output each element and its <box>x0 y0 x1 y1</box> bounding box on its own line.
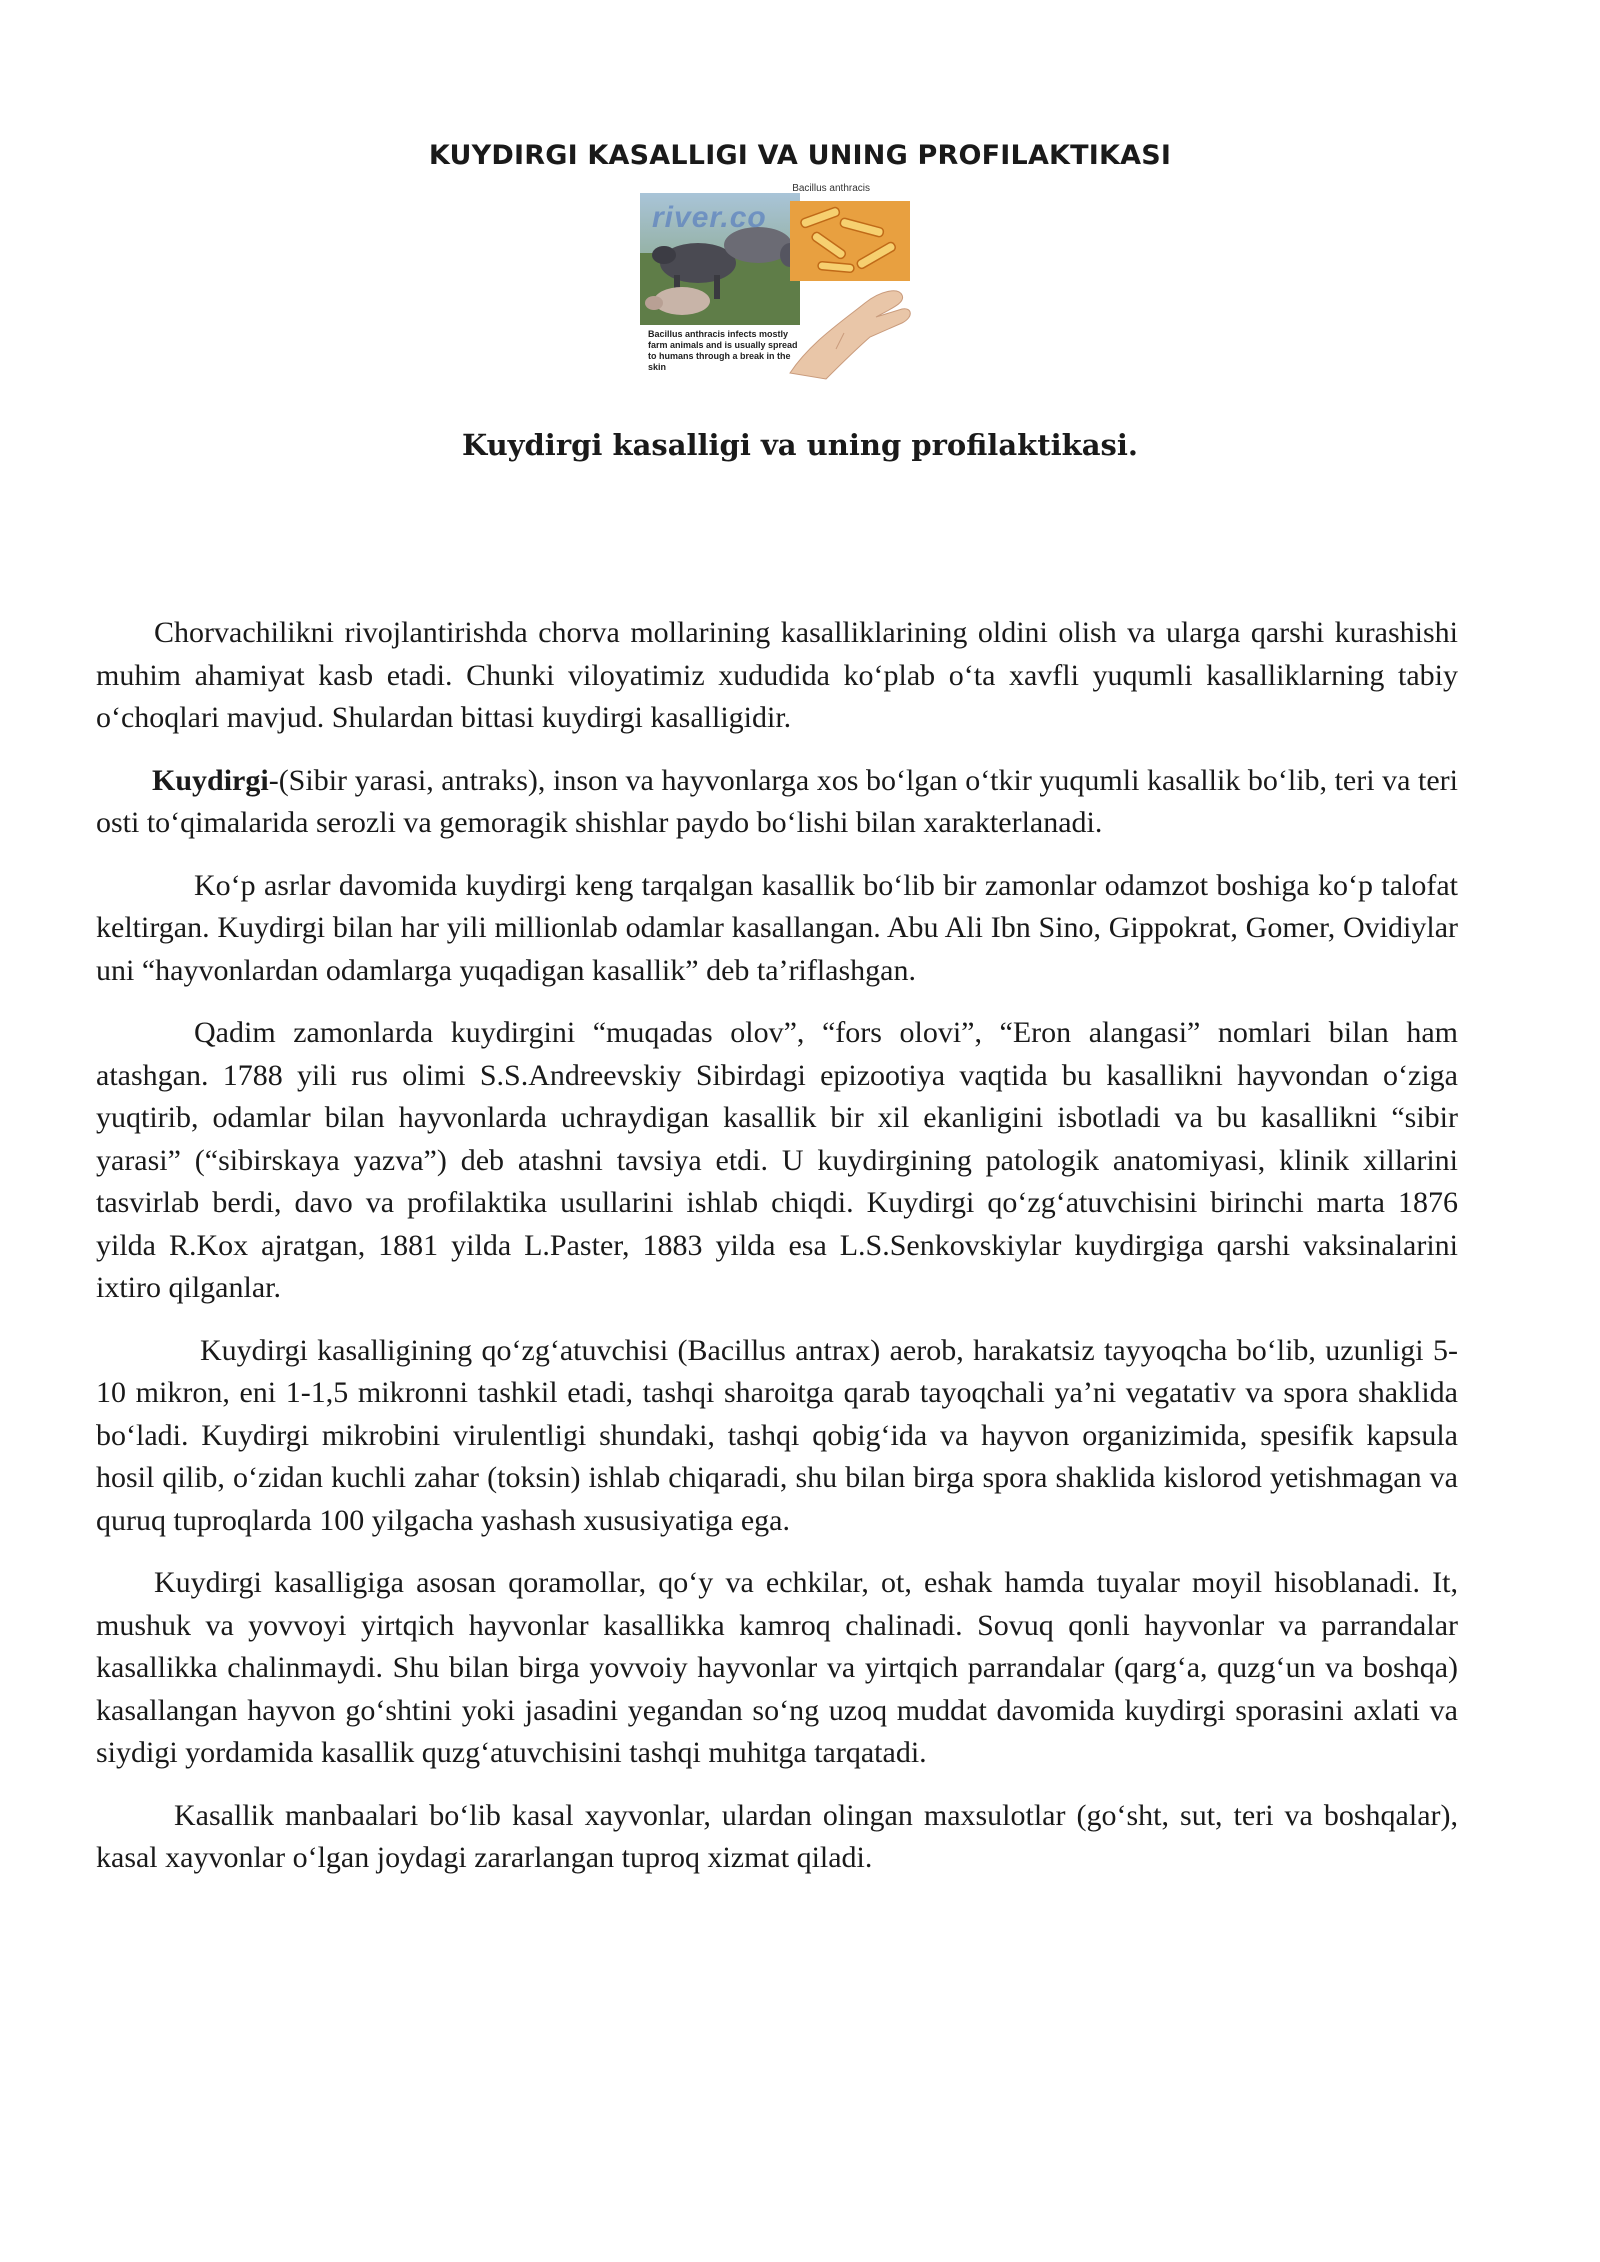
paragraph-1 <box>96 612 1458 740</box>
paragraph-3 <box>96 865 1458 993</box>
paragraph-5 <box>96 1330 1458 1543</box>
paragraph-6 <box>96 1562 1458 1775</box>
paragraph-text: Kasallik manbaalari bo‘lib kasal xayvonlar, ulardan olingan maxsulotlar (go‘sht, sut, teri va boshqalar), kasal xayvonlar o‘lgan joydagi zararlangan tuproq xizmat qiladi. <box>96 1798 1458 1874</box>
document-body <box>96 612 1458 1900</box>
paragraph-text: -(Sibir yarasi, antraks), inson va hayvonlarga xos bo‘lgan o‘tkir yuqumli kasallik bo‘lib, teri va teri osti to‘qimalarida serozli va gemoragik shishlar paydo bo‘lishi bilan xarakterlanadi. <box>96 763 1458 839</box>
document-title: KUYDIRGI KASALLIGI VA UNING PROFILAKTIKASI <box>428 140 1172 171</box>
paragraph-2 <box>96 760 1458 845</box>
paragraph-text: Kuydirgi kasalligining qo‘zg‘atuvchisi (Bacillus antrax) aerob, harakatsiz tayyoqcha bo‘lib, uzunligi 5-10 mikron, eni 1-1,5 mikronni tashkil etadi, tashqi sharoitga qarab tayoqchali ya’ni vegatativ va spora shaklida bo‘ladi. Kuydirgi mikrobini virulentligi shundaki, tashqi qobig‘ida va hayvon organizimida, spesifik kapsula hosil qilib, o‘zidan kuchli zahar (toksin) ishlab chiqaradi, shu bilan birga spora shaklida kislorod yetishmagan va quruq tuproqlarda 100 yilgacha yashash xususiyatiga ega. <box>96 1333 1458 1537</box>
figure-label-top: Bacillus anthracis <box>792 183 870 194</box>
paragraph-4 <box>96 1012 1458 1310</box>
paragraph-term: Kuydirgi <box>152 763 269 797</box>
paragraph-text: Qadim zamonlarda kuydirgini “muqadas olov”, “fors olovi”, “Eron alangasi” nomlari bilan ham atashgan. 1788 yili rus olimi S.S.Andreevskiy Sibirdagi epizootiya vaqtida bu kasallikni hayvondan o‘ziga yuqtirib, odamlar bilan hayvonlarda uchraydigan kasallik bir xil ekanligini isbotladi va bu kasallikni “sibir yarasi” (“sibirskaya yazva”) deb atashni tavsiya etdi. U kuydirgining patologik anatomiyasi, klinik xillarini tasvirlab berdi, davo va profilaktika usullarini ishlab chiqdi. Kuydirgi qo‘zg‘atuvchisini birinchi marta 1876 yilda R.Kox ajratgan, 1881 yilda L.Paster, 1883 yilda esa L.S.Senkovskiylar kuydirgiga qarshi vaksinalarini ixtiro qilganlar. <box>96 1016 1458 1304</box>
anthrax-illustration <box>640 183 914 383</box>
document-subtitle: Kuydirgi kasalligi va uning profilaktikasi. <box>462 428 1138 462</box>
paragraph-text: Chorvachilikni rivojlantirishda chorva mollarining kasalliklarining oldini olish va ularga qarshi kurashishi muhim ahamiyat kasb etadi. Chunki viloyatimiz xududida ko‘plab o‘ta xavfli yuqumli kasalliklarning tabiy o‘choqlari mavjud. Shulardan bittasi kuydirgi kasalligidir. <box>96 616 1458 734</box>
figure-label-bottom: Bacillus anthracis infects mostly farm animals and is usually spread to humans through a break in the skin <box>648 329 798 372</box>
paragraph-text: Kuydirgi kasalligiga asosan qoramollar, qo‘y va echkilar, ot, eshak hamda tuyalar moyil hisoblanadi. It, mushuk va yovvoyi yirtqich hayvonlar kasallikka kamroq chalinadi. Sovuq qonli hayvonlar va parrandalar kasallikka chalinmaydi. Shu bilan birga yovvoiy hayvonlar va yirtqich parrandalar (qarg‘a, quzg‘un va boshqa) kasallangan hayvon go‘shtini yoki jasadini yegandan so‘ng uzoq muddat davomida kuydirgi sporasini axlati va siydigi yordamida kasallik quzg‘atuvchisini tashqi muhitga tarqatadi. <box>96 1566 1458 1769</box>
figure-watermark: river.co <box>652 201 767 234</box>
paragraph-7 <box>96 1795 1458 1880</box>
paragraph-text: Ko‘p asrlar davomida kuydirgi keng tarqalgan kasallik bo‘lib bir zamonlar odamzot boshiga ko‘p talofat keltirgan. Kuydirgi bilan har yili millionlab odamlar kasallangan. Abu Ali Ibn Sino, Gippokrat, Gomer, Ovidiylar uni “hayvonlardan odamlarga yuqadigan kasallik” deb ta’riflashgan. <box>96 868 1458 987</box>
